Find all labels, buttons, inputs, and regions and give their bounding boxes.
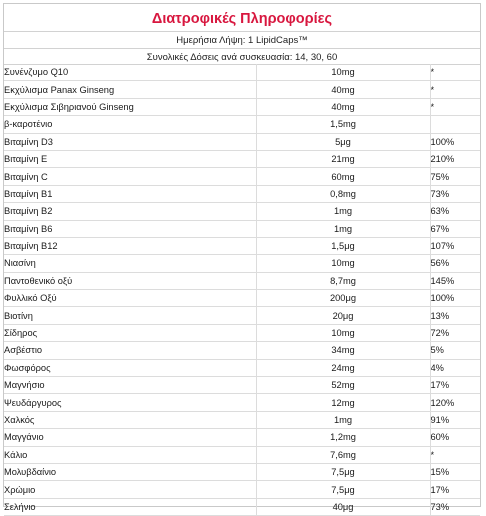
nutrient-amount: 200μg bbox=[256, 290, 430, 307]
table-row bbox=[4, 446, 480, 463]
nutrient-amount: 1,5μg bbox=[256, 237, 430, 254]
table-row bbox=[4, 98, 480, 115]
nutrient-percent: 120% bbox=[430, 394, 480, 411]
nutrient-name: Νιασίνη bbox=[4, 255, 256, 272]
nutrient-percent: 100% bbox=[430, 133, 480, 150]
nutrient-percent: * bbox=[430, 446, 480, 463]
table-row bbox=[4, 307, 480, 324]
nutrient-name: Μαγγάνιο bbox=[4, 429, 256, 446]
nutrient-percent: 100% bbox=[430, 290, 480, 307]
nutrient-name: Βιταμίνη B12 bbox=[4, 237, 256, 254]
nutrient-amount: 5μg bbox=[256, 133, 430, 150]
nutrient-percent: 72% bbox=[430, 324, 480, 341]
nutrient-name: Βιταμίνη C bbox=[4, 168, 256, 185]
divider bbox=[4, 31, 480, 32]
nutrient-percent: 73% bbox=[430, 185, 480, 202]
nutrient-percent: 4% bbox=[430, 359, 480, 376]
table-row bbox=[4, 429, 480, 446]
nutrient-percent: 145% bbox=[430, 272, 480, 289]
nutrient-amount: 7,5μg bbox=[256, 463, 430, 480]
nutrient-amount: 24mg bbox=[256, 359, 430, 376]
nutrient-percent: 63% bbox=[430, 203, 480, 220]
table-row bbox=[4, 185, 480, 202]
nutrient-percent: * bbox=[430, 81, 480, 98]
nutrient-amount: 60mg bbox=[256, 168, 430, 185]
nutrient-name: Σελήνιο bbox=[4, 498, 256, 515]
nutrient-amount: 8,7mg bbox=[256, 272, 430, 289]
nutrition-panel bbox=[3, 3, 481, 512]
nutrient-amount: 40mg bbox=[256, 98, 430, 115]
table-row bbox=[4, 237, 480, 254]
nutrient-amount: 40μg bbox=[256, 498, 430, 515]
table-row bbox=[4, 168, 480, 185]
nutrient-percent: 75% bbox=[430, 168, 480, 185]
nutrient-percent: 73% bbox=[430, 498, 480, 515]
nutrient-percent: 56% bbox=[430, 255, 480, 272]
daily-dose-text: Ημερήσια Λήψη: 1 LipidCaps™ bbox=[176, 35, 308, 46]
table-row bbox=[4, 498, 480, 515]
nutrient-amount: 10mg bbox=[256, 324, 430, 341]
nutrient-name: Φωσφόρος bbox=[4, 359, 256, 376]
table-row bbox=[4, 255, 480, 272]
nutrient-percent: 107% bbox=[430, 237, 480, 254]
table-row bbox=[4, 324, 480, 341]
nutrient-amount: 20μg bbox=[256, 307, 430, 324]
nutrient-percent: 67% bbox=[430, 220, 480, 237]
divider bbox=[4, 48, 480, 49]
nutrient-amount: 1mg bbox=[256, 411, 430, 428]
table-row bbox=[4, 394, 480, 411]
page-title: Διατροφικές Πληροφορίες bbox=[151, 11, 333, 27]
nutrition-table bbox=[4, 64, 480, 516]
table-row bbox=[4, 272, 480, 289]
table-row bbox=[4, 377, 480, 394]
nutrient-name: Παντοθενικό οξύ bbox=[4, 272, 256, 289]
nutrient-percent: 13% bbox=[430, 307, 480, 324]
table-row bbox=[4, 220, 480, 237]
table-row bbox=[4, 342, 480, 359]
nutrient-percent: 210% bbox=[430, 150, 480, 167]
nutrient-percent: 91% bbox=[430, 411, 480, 428]
nutrient-amount: 10mg bbox=[256, 255, 430, 272]
nutrient-amount: 10mg bbox=[256, 64, 430, 81]
nutrient-name: Εκχύλισμα Σιβηριανού Ginseng bbox=[4, 98, 256, 115]
nutrient-amount: 52mg bbox=[256, 377, 430, 394]
nutrient-name: Μαγνήσιο bbox=[4, 377, 256, 394]
nutrient-name: Κάλιο bbox=[4, 446, 256, 463]
table-row bbox=[4, 481, 480, 498]
nutrient-percent: 5% bbox=[430, 342, 480, 359]
nutrient-amount: 34mg bbox=[256, 342, 430, 359]
nutrient-name: Εκχύλισμα Panax Ginseng bbox=[4, 81, 256, 98]
nutrient-percent: * bbox=[430, 98, 480, 115]
table-row bbox=[4, 150, 480, 167]
nutrient-percent: 17% bbox=[430, 377, 480, 394]
table-row bbox=[4, 81, 480, 98]
table-row bbox=[4, 463, 480, 480]
nutrient-name: Βιταμίνη B1 bbox=[4, 185, 256, 202]
table-row bbox=[4, 64, 480, 81]
nutrient-amount: 1mg bbox=[256, 203, 430, 220]
nutrient-name: Ψευδάργυρος bbox=[4, 394, 256, 411]
nutrient-name: Μολυβδαίνιο bbox=[4, 463, 256, 480]
nutrient-name: Βιταμίνη D3 bbox=[4, 133, 256, 150]
table-row bbox=[4, 116, 480, 133]
nutrient-name: Συνένζυμο Q10 bbox=[4, 64, 256, 81]
nutrient-name: Σίδηρος bbox=[4, 324, 256, 341]
table-row bbox=[4, 359, 480, 376]
nutrient-amount: 1mg bbox=[256, 220, 430, 237]
nutrient-amount: 7,6mg bbox=[256, 446, 430, 463]
nutrient-name: Ασβέστιο bbox=[4, 342, 256, 359]
nutrient-percent: 60% bbox=[430, 429, 480, 446]
nutrient-amount: 1,5mg bbox=[256, 116, 430, 133]
nutrient-amount: 40mg bbox=[256, 81, 430, 98]
nutrient-name: β-καροτένιο bbox=[4, 116, 256, 133]
total-doses-text: Συνολικές Δόσεις ανά συσκευασία: 14, 30, 60 bbox=[146, 52, 338, 63]
nutrient-amount: 7,5μg bbox=[256, 481, 430, 498]
nutrient-amount: 0,8mg bbox=[256, 185, 430, 202]
nutrient-name: Βιοτίνη bbox=[4, 307, 256, 324]
table-row bbox=[4, 203, 480, 220]
nutrient-amount: 12mg bbox=[256, 394, 430, 411]
nutrient-amount: 21mg bbox=[256, 150, 430, 167]
nutrient-name: Βιταμίνη E bbox=[4, 150, 256, 167]
nutrient-name: Χαλκός bbox=[4, 411, 256, 428]
nutrition-table-body bbox=[4, 64, 480, 516]
nutrient-name: Βιταμίνη B6 bbox=[4, 220, 256, 237]
nutrient-name: Χρώμιο bbox=[4, 481, 256, 498]
table-row bbox=[4, 290, 480, 307]
nutrient-percent: 15% bbox=[430, 463, 480, 480]
table-row bbox=[4, 133, 480, 150]
table-row bbox=[4, 411, 480, 428]
nutrient-amount: 1,2mg bbox=[256, 429, 430, 446]
nutrient-percent bbox=[430, 116, 480, 133]
nutrient-percent: * bbox=[430, 64, 480, 81]
nutrient-name: Βιταμίνη B2 bbox=[4, 203, 256, 220]
nutrient-name: Φυλλικό Οξύ bbox=[4, 290, 256, 307]
nutrient-percent: 17% bbox=[430, 481, 480, 498]
